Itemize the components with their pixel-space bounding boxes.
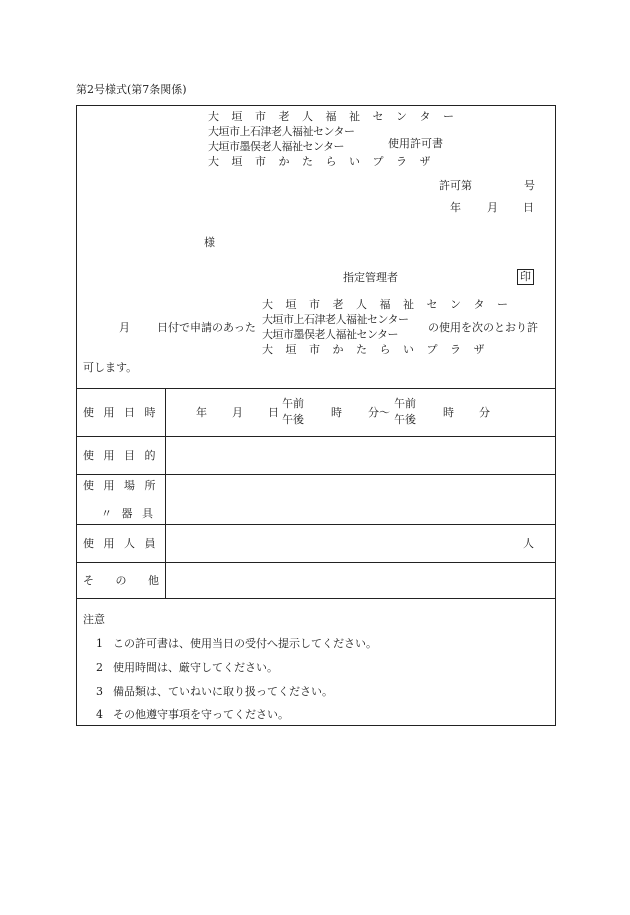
usage-day: 日 (268, 406, 279, 419)
table-divider (77, 388, 555, 389)
body-day-text: 日付で申請のあった (157, 321, 256, 334)
usage-purpose-label: 使 用 目 的 (83, 449, 159, 462)
usage-pm: 午後 (282, 413, 304, 426)
usage-minute-tilde: 分〜 (368, 406, 390, 419)
table-divider (77, 474, 555, 475)
note-number: 4 (96, 708, 103, 721)
form-number-title: 第2号様式(第7条関係) (76, 83, 187, 96)
usage-place-label: 使 用 場 所 (83, 479, 159, 492)
body-continuation: 可します。 (83, 361, 138, 374)
usage-pm-end: 午後 (394, 413, 416, 426)
usage-persons-label: 使 用 人 員 (83, 537, 159, 550)
table-divider (77, 436, 555, 437)
addressee-suffix: 様 (204, 236, 215, 249)
date-day: 日 (523, 201, 534, 214)
usage-persons-unit: 人 (523, 537, 534, 550)
table-divider (77, 598, 555, 599)
usage-equipment-label: 〃 器 具 (101, 507, 156, 520)
permit-number-suffix: 号 (524, 179, 535, 192)
note-text: この許可書は、使用当日の受付へ提示してください。 (113, 637, 377, 650)
usage-datetime-label: 使 用 日 時 (83, 406, 159, 419)
body-after-names: の使用を次のとおり許 (428, 321, 538, 334)
table-divider (77, 562, 555, 563)
body-month: 月 (119, 321, 130, 334)
seal-mark (517, 269, 534, 285)
usage-minute-end: 分 (479, 406, 490, 419)
usage-hour: 時 (331, 406, 342, 419)
note-number: 2 (96, 661, 103, 674)
usage-hour-end: 時 (443, 406, 454, 419)
note-number: 1 (96, 637, 103, 650)
usage-am: 午前 (282, 397, 304, 410)
permit-number-prefix: 許可第 (439, 179, 472, 192)
other-label: そ の 他 (83, 574, 168, 587)
header-facility-name: 大 垣 市 老 人 福 祉 セ ン タ ー (208, 110, 459, 123)
note-text: 備品類は、ていねいに取り扱ってください。 (113, 685, 333, 698)
usage-am-end: 午前 (394, 397, 416, 410)
document-name: 使用許可書 (388, 137, 443, 150)
usage-year: 年 (196, 406, 207, 419)
usage-month: 月 (232, 406, 243, 419)
body-facility-name: 大垣市墨俣老人福祉センター (262, 328, 399, 341)
note-text: 使用時間は、厳守してください。 (113, 661, 278, 674)
date-month: 月 (487, 201, 498, 214)
note-text: その他遵守事項を守ってください。 (113, 708, 289, 721)
table-column-divider (165, 388, 166, 598)
body-facility-name: 大垣市上石津老人福祉センター (262, 313, 409, 326)
issuer-label: 指定管理者 (343, 271, 398, 284)
header-facility-name: 大垣市上石津老人福祉センター (208, 125, 355, 138)
seal-text: 印 (517, 269, 534, 285)
body-facility-name: 大 垣 市 老 人 福 祉 セ ン タ ー (262, 298, 513, 311)
body-facility-name: 大 垣 市 か た ら い プ ラ ザ (262, 343, 489, 356)
permit-form-frame (76, 105, 556, 726)
table-divider (77, 524, 555, 525)
header-facility-name: 大垣市墨俣老人福祉センター (208, 140, 345, 153)
notes-title: 注意 (83, 613, 105, 626)
note-number: 3 (96, 685, 103, 698)
header-facility-name: 大 垣 市 か た ら い プ ラ ザ (208, 155, 435, 168)
date-year: 年 (450, 201, 461, 214)
